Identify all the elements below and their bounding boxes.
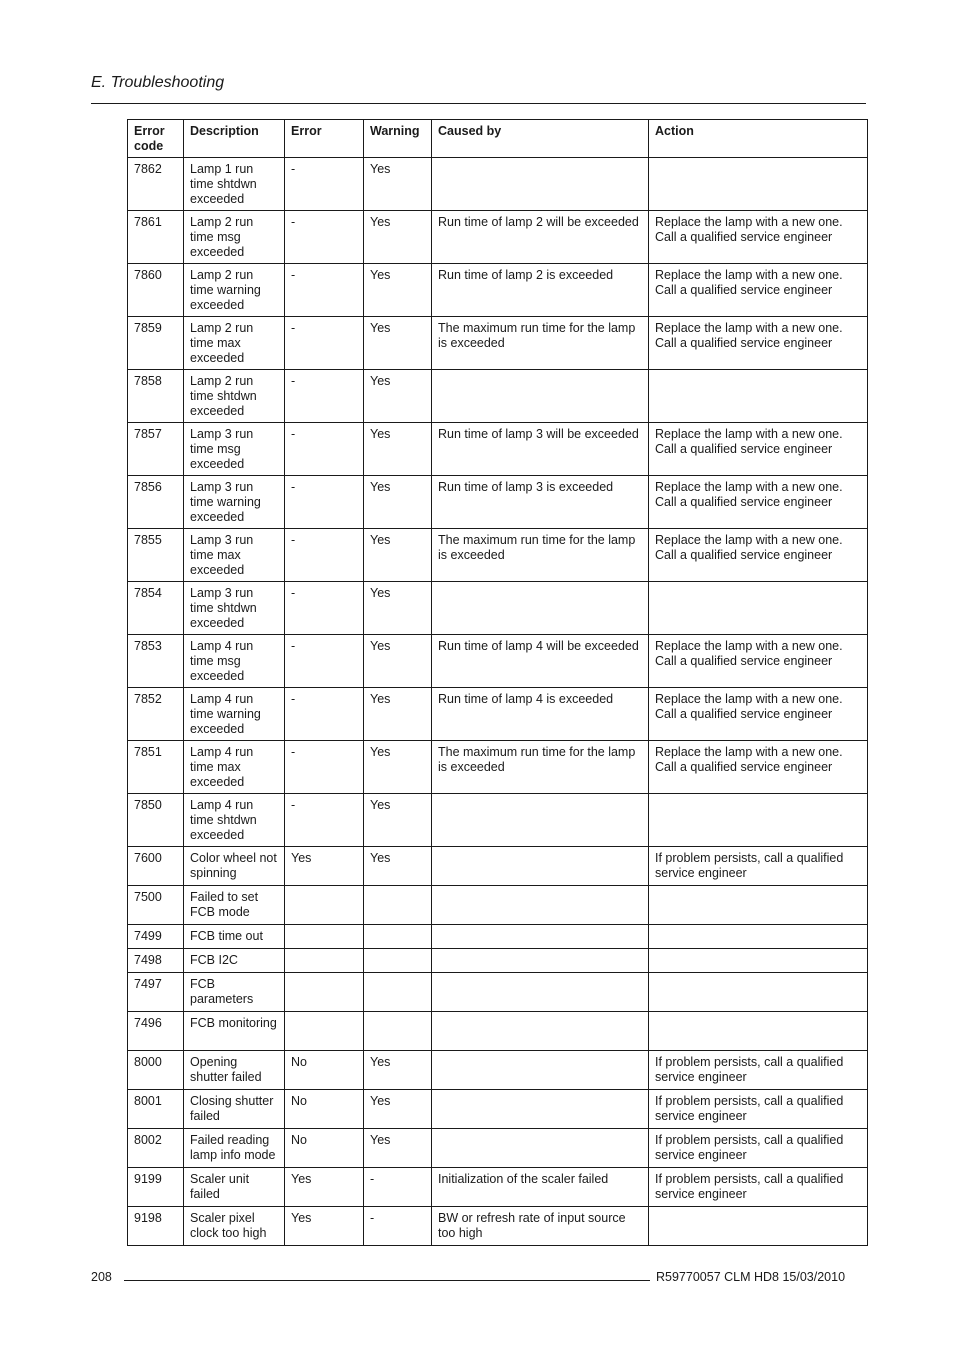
cell-error-code: 7497	[128, 973, 184, 1012]
cell-action: If problem persists, call a qualified service engineer	[649, 1168, 868, 1207]
cell-description: Lamp 4 run time warning exceeded	[184, 688, 285, 741]
cell-action: Replace the lamp with a new one. Call a qualified service engineer	[649, 476, 868, 529]
table-row	[128, 635, 868, 688]
cell-error	[285, 949, 364, 973]
cell-warning	[364, 949, 432, 973]
table-row	[128, 741, 868, 794]
cell-action: Replace the lamp with a new one. Call a qualified service engineer	[649, 741, 868, 794]
cell-error-code: 7850	[128, 794, 184, 847]
cell-action	[649, 925, 868, 949]
cell-warning: Yes	[364, 423, 432, 476]
cell-warning: Yes	[364, 847, 432, 886]
table-row	[128, 794, 868, 847]
cell-caused-by: Run time of lamp 2 will be exceeded	[432, 211, 649, 264]
col-header-caused-by: Caused by	[432, 120, 649, 158]
cell-error: -	[285, 476, 364, 529]
table-row	[128, 158, 868, 211]
cell-error-code: 7862	[128, 158, 184, 211]
cell-description: Lamp 4 run time shtdwn exceeded	[184, 794, 285, 847]
cell-warning: Yes	[364, 476, 432, 529]
col-header-error: Error	[285, 120, 364, 158]
table-row	[128, 1129, 868, 1168]
cell-action	[649, 1207, 868, 1246]
document-reference: R59770057 CLM HD8 15/03/2010	[656, 1270, 846, 1284]
cell-error: Yes	[285, 1207, 364, 1246]
cell-description: Failed reading lamp info mode	[184, 1129, 285, 1168]
table-body	[128, 158, 868, 1246]
cell-description: Lamp 2 run time warning exceeded	[184, 264, 285, 317]
cell-caused-by	[432, 582, 649, 635]
cell-action	[649, 158, 868, 211]
cell-description: Lamp 3 run time max exceeded	[184, 529, 285, 582]
cell-description: Opening shutter failed	[184, 1051, 285, 1090]
cell-error-code: 7860	[128, 264, 184, 317]
cell-error-code: 7857	[128, 423, 184, 476]
cell-action: If problem persists, call a qualified service engineer	[649, 1129, 868, 1168]
cell-description: Lamp 2 run time shtdwn exceeded	[184, 370, 285, 423]
cell-action: Replace the lamp with a new one. Call a qualified service engineer	[649, 317, 868, 370]
cell-error: No	[285, 1090, 364, 1129]
cell-error: -	[285, 211, 364, 264]
cell-error: -	[285, 370, 364, 423]
table-row	[128, 370, 868, 423]
section-title: E. Troubleshooting	[91, 74, 225, 91]
table-row	[128, 529, 868, 582]
table-row	[128, 688, 868, 741]
cell-description: Lamp 3 run time warning exceeded	[184, 476, 285, 529]
cell-warning: -	[364, 1207, 432, 1246]
cell-caused-by	[432, 1012, 649, 1051]
cell-caused-by	[432, 1129, 649, 1168]
cell-error: No	[285, 1129, 364, 1168]
cell-caused-by	[432, 973, 649, 1012]
cell-caused-by: The maximum run time for the lamp is exceeded	[432, 529, 649, 582]
cell-error: -	[285, 264, 364, 317]
cell-description: Lamp 4 run time msg exceeded	[184, 635, 285, 688]
cell-caused-by	[432, 847, 649, 886]
cell-error: Yes	[285, 1168, 364, 1207]
cell-action: Replace the lamp with a new one. Call a qualified service engineer	[649, 264, 868, 317]
cell-error-code: 7851	[128, 741, 184, 794]
cell-error: -	[285, 635, 364, 688]
cell-warning	[364, 886, 432, 925]
cell-caused-by	[432, 1051, 649, 1090]
table-row	[128, 925, 868, 949]
cell-warning: Yes	[364, 582, 432, 635]
cell-warning: Yes	[364, 1090, 432, 1129]
cell-warning: Yes	[364, 1051, 432, 1090]
cell-action: Replace the lamp with a new one. Call a qualified service engineer	[649, 211, 868, 264]
col-header-error-code: Error code	[128, 120, 184, 158]
cell-warning: -	[364, 1168, 432, 1207]
table-row	[128, 423, 868, 476]
cell-warning: Yes	[364, 211, 432, 264]
cell-warning: Yes	[364, 529, 432, 582]
cell-description: FCB monitoring	[184, 1012, 285, 1051]
cell-action: If problem persists, call a qualified service engineer	[649, 847, 868, 886]
cell-caused-by	[432, 925, 649, 949]
cell-error-code: 7852	[128, 688, 184, 741]
cell-description: FCB I2C	[184, 949, 285, 973]
cell-caused-by	[432, 1090, 649, 1129]
cell-error	[285, 925, 364, 949]
cell-error-code: 7500	[128, 886, 184, 925]
cell-caused-by: Run time of lamp 3 will be exceeded	[432, 423, 649, 476]
table-row	[128, 582, 868, 635]
cell-caused-by	[432, 886, 649, 925]
cell-error: No	[285, 1051, 364, 1090]
page-number: 208	[91, 1270, 112, 1284]
cell-description: Color wheel not spinning	[184, 847, 285, 886]
cell-error-code: 7855	[128, 529, 184, 582]
cell-error-code: 8002	[128, 1129, 184, 1168]
cell-caused-by: The maximum run time for the lamp is exceeded	[432, 317, 649, 370]
cell-description: Lamp 2 run time max exceeded	[184, 317, 285, 370]
cell-description: Closing shutter failed	[184, 1090, 285, 1129]
cell-caused-by: Run time of lamp 4 will be exceeded	[432, 635, 649, 688]
cell-caused-by	[432, 370, 649, 423]
footer-rule	[124, 1280, 650, 1281]
table-row	[128, 476, 868, 529]
cell-error-code: 7861	[128, 211, 184, 264]
col-header-warning: Warning	[364, 120, 432, 158]
cell-action	[649, 794, 868, 847]
cell-error: -	[285, 529, 364, 582]
cell-error: -	[285, 158, 364, 211]
table-row	[128, 1207, 868, 1246]
cell-action: Replace the lamp with a new one. Call a qualified service engineer	[649, 635, 868, 688]
cell-caused-by: Run time of lamp 4 is exceeded	[432, 688, 649, 741]
cell-error: Yes	[285, 847, 364, 886]
cell-action	[649, 1012, 868, 1051]
cell-error-code: 7853	[128, 635, 184, 688]
cell-error-code: 7496	[128, 1012, 184, 1051]
table-row	[128, 317, 868, 370]
cell-error-code: 9199	[128, 1168, 184, 1207]
cell-caused-by: BW or refresh rate of input source too high	[432, 1207, 649, 1246]
cell-error	[285, 1012, 364, 1051]
cell-warning: Yes	[364, 1129, 432, 1168]
cell-action	[649, 949, 868, 973]
cell-description: Failed to set FCB mode	[184, 886, 285, 925]
cell-error: -	[285, 794, 364, 847]
table-row	[128, 211, 868, 264]
cell-caused-by: Initialization of the scaler failed	[432, 1168, 649, 1207]
cell-action: If problem persists, call a qualified service engineer	[649, 1051, 868, 1090]
cell-error-code: 7858	[128, 370, 184, 423]
table-row	[128, 973, 868, 1012]
cell-warning: Yes	[364, 317, 432, 370]
cell-error: -	[285, 688, 364, 741]
cell-description: FCB time out	[184, 925, 285, 949]
cell-description: FCB parameters	[184, 973, 285, 1012]
col-header-description: Description	[184, 120, 285, 158]
table-row	[128, 886, 868, 925]
cell-warning: Yes	[364, 158, 432, 211]
cell-description: Lamp 4 run time max exceeded	[184, 741, 285, 794]
cell-error-code: 9198	[128, 1207, 184, 1246]
cell-action	[649, 582, 868, 635]
cell-caused-by	[432, 949, 649, 973]
cell-action	[649, 973, 868, 1012]
cell-caused-by	[432, 794, 649, 847]
cell-error	[285, 886, 364, 925]
table-row	[128, 1090, 868, 1129]
table-row	[128, 949, 868, 973]
cell-warning: Yes	[364, 741, 432, 794]
cell-error	[285, 973, 364, 1012]
table-row	[128, 1168, 868, 1207]
cell-error-code: 7854	[128, 582, 184, 635]
cell-error: -	[285, 317, 364, 370]
table-header-row	[128, 120, 868, 158]
cell-action	[649, 370, 868, 423]
cell-error: -	[285, 582, 364, 635]
cell-warning: Yes	[364, 370, 432, 423]
cell-description: Lamp 3 run time msg exceeded	[184, 423, 285, 476]
cell-action	[649, 886, 868, 925]
cell-warning	[364, 973, 432, 1012]
cell-description: Lamp 2 run time msg exceeded	[184, 211, 285, 264]
cell-description: Lamp 1 run time shtdwn exceeded	[184, 158, 285, 211]
cell-caused-by: The maximum run time for the lamp is exceeded	[432, 741, 649, 794]
cell-action: Replace the lamp with a new one. Call a qualified service engineer	[649, 529, 868, 582]
cell-action: Replace the lamp with a new one. Call a qualified service engineer	[649, 423, 868, 476]
cell-caused-by	[432, 158, 649, 211]
cell-error: -	[285, 423, 364, 476]
cell-error-code: 8000	[128, 1051, 184, 1090]
cell-warning: Yes	[364, 635, 432, 688]
cell-error-code: 7498	[128, 949, 184, 973]
cell-description: Scaler unit failed	[184, 1168, 285, 1207]
cell-caused-by: Run time of lamp 2 is exceeded	[432, 264, 649, 317]
cell-error-code: 7499	[128, 925, 184, 949]
table-row	[128, 1051, 868, 1090]
table-row	[128, 1012, 868, 1051]
cell-warning	[364, 1012, 432, 1051]
cell-description: Scaler pixel clock too high	[184, 1207, 285, 1246]
cell-error-code: 7600	[128, 847, 184, 886]
cell-error-code: 7859	[128, 317, 184, 370]
cell-error-code: 7856	[128, 476, 184, 529]
cell-warning	[364, 925, 432, 949]
cell-caused-by: Run time of lamp 3 is exceeded	[432, 476, 649, 529]
cell-warning: Yes	[364, 688, 432, 741]
table-row	[128, 847, 868, 886]
cell-description: Lamp 3 run time shtdwn exceeded	[184, 582, 285, 635]
cell-action: If problem persists, call a qualified service engineer	[649, 1090, 868, 1129]
error-code-table	[127, 119, 868, 1246]
cell-error-code: 8001	[128, 1090, 184, 1129]
header-rule	[91, 103, 866, 104]
cell-error: -	[285, 741, 364, 794]
cell-warning: Yes	[364, 794, 432, 847]
table-row	[128, 264, 868, 317]
cell-action: Replace the lamp with a new one. Call a qualified service engineer	[649, 688, 868, 741]
col-header-action: Action	[649, 120, 868, 158]
cell-warning: Yes	[364, 264, 432, 317]
